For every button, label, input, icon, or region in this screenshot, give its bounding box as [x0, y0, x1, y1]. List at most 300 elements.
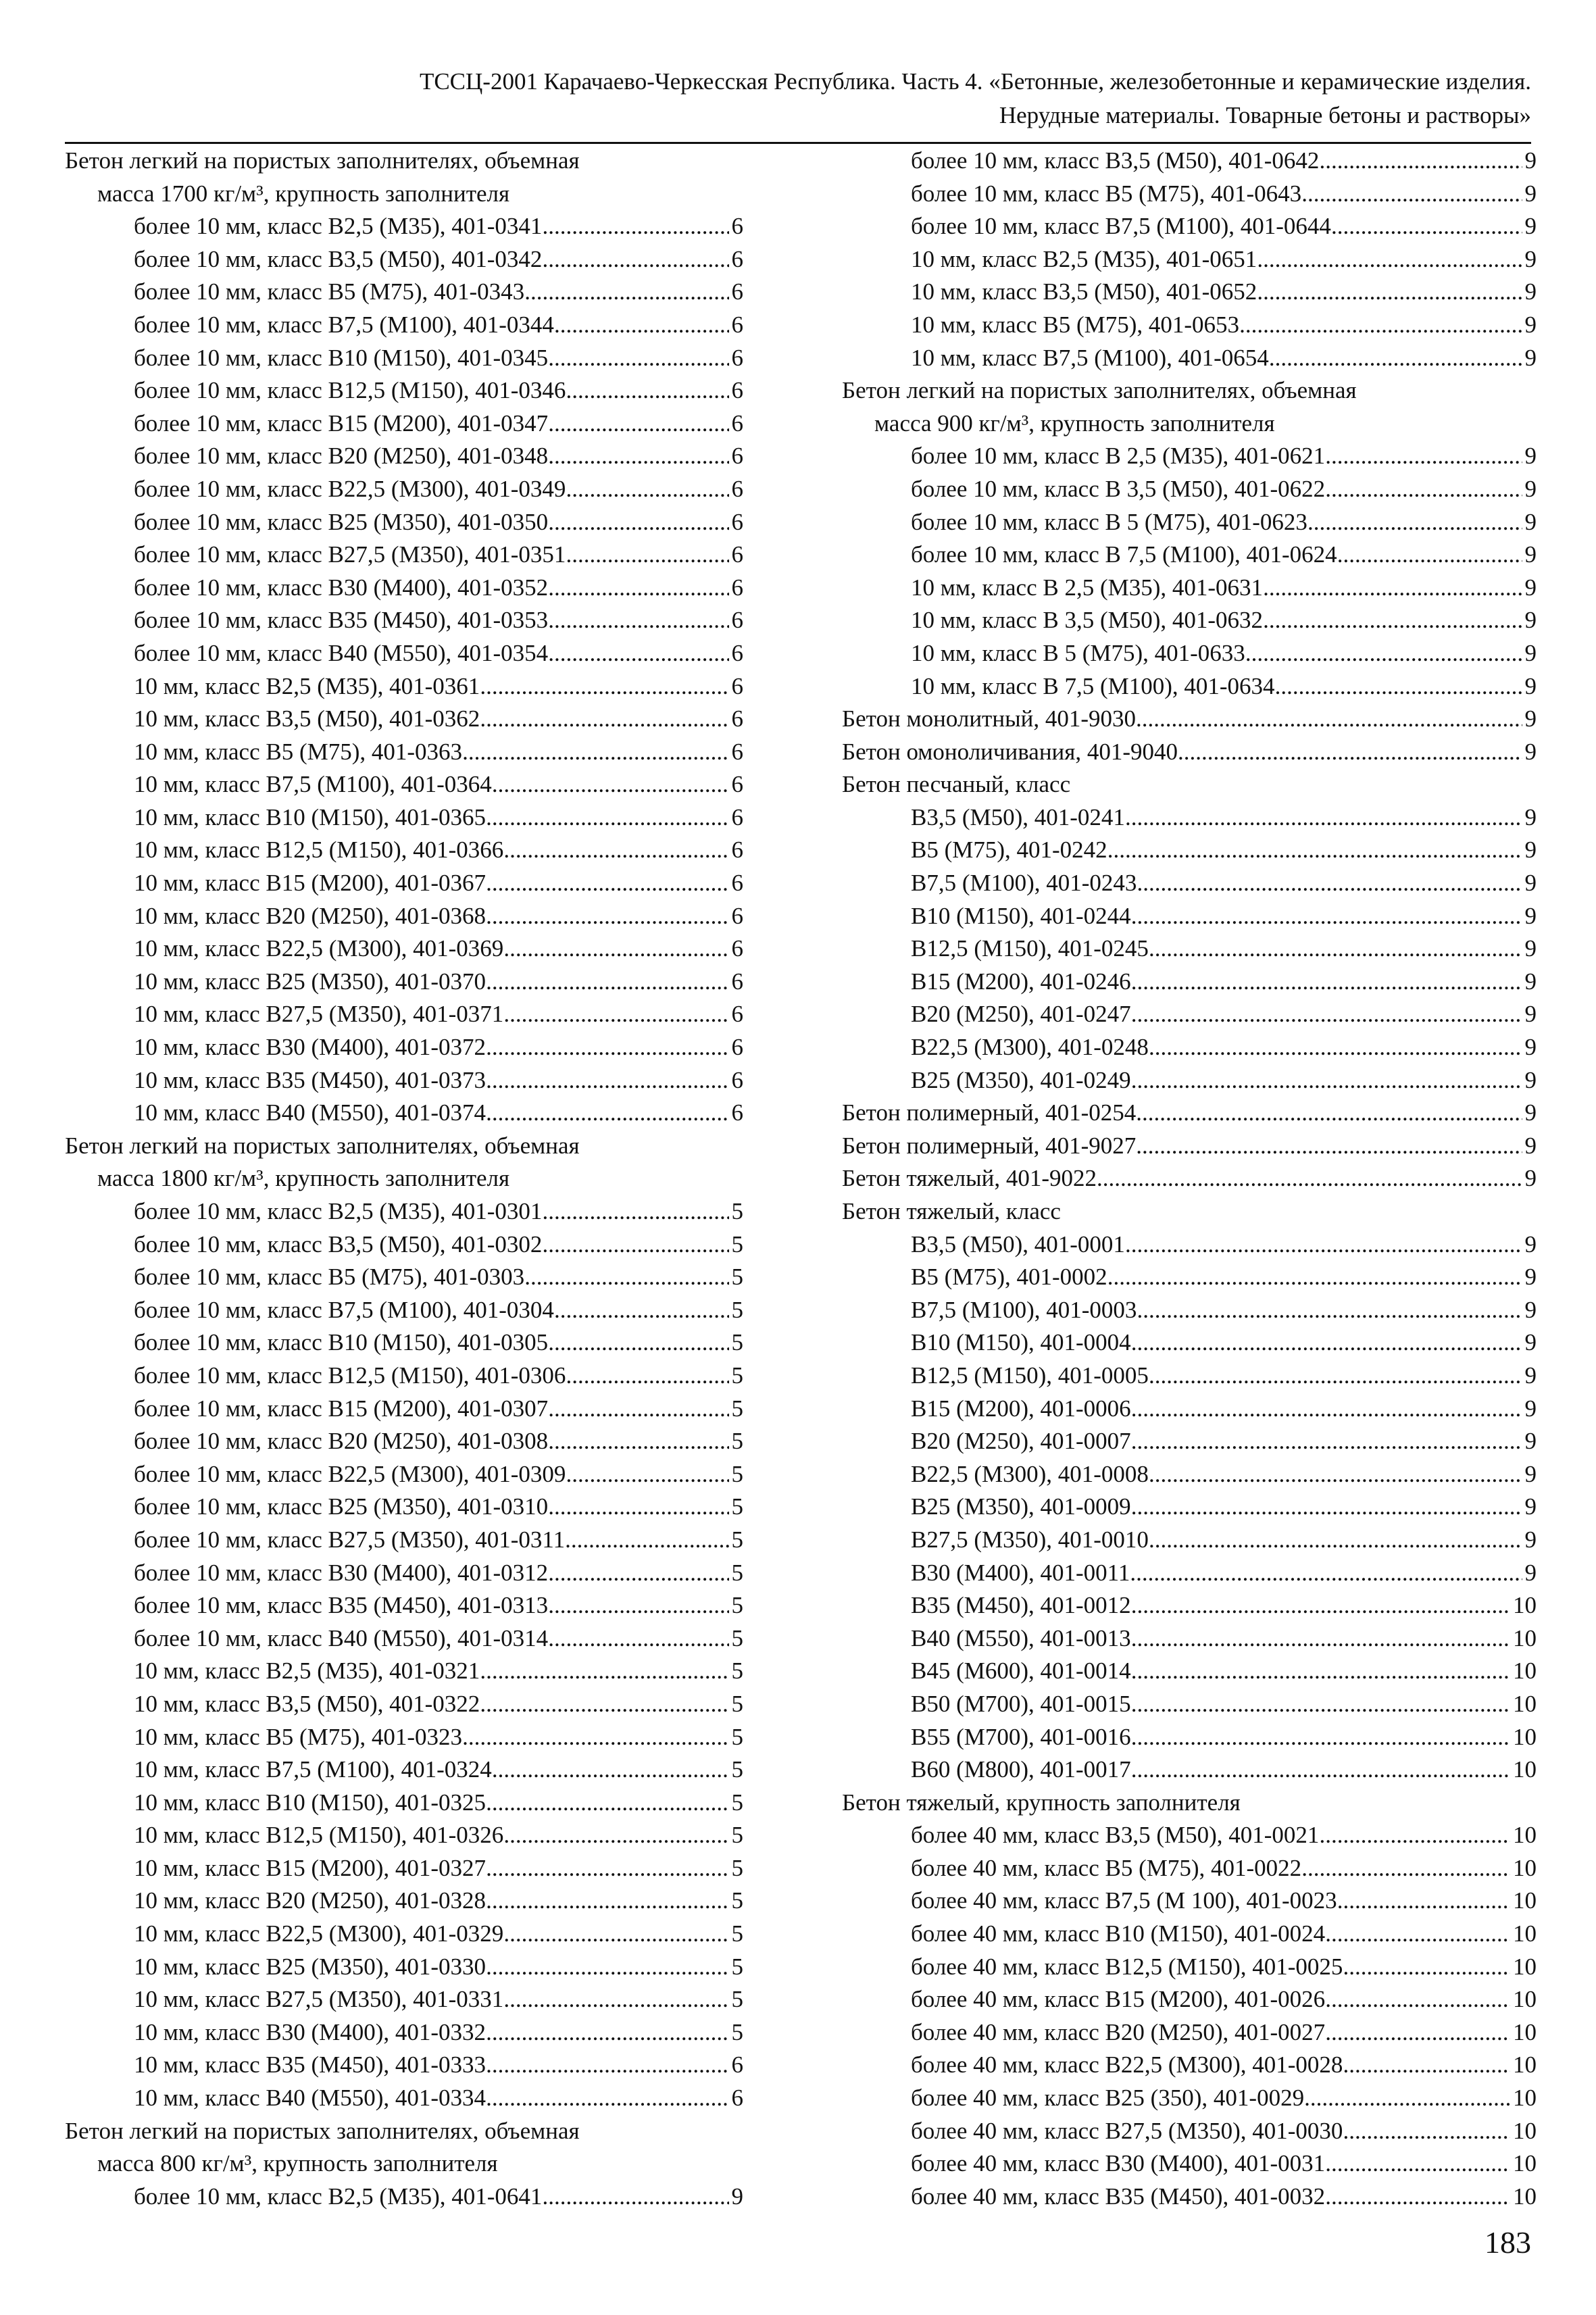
index-entry-text: 10 мм, класс B30 (M400), 401-0332 [134, 2018, 487, 2045]
index-entry-page: 9 [1524, 935, 1537, 962]
index-entry [842, 604, 1537, 637]
index-entry-text: B55 (M700), 401-0016 [911, 1723, 1131, 1750]
index-column-right [842, 145, 1537, 2213]
index-entry-page: 10 [1513, 2117, 1537, 2144]
index-entry [842, 1753, 1537, 1787]
dot-leader [1269, 342, 1522, 375]
index-entry [65, 539, 743, 572]
dot-leader [548, 1326, 728, 1360]
index-entry [842, 539, 1537, 572]
dot-leader [548, 407, 728, 441]
index-entry-page: 6 [731, 738, 743, 765]
index-entry-text: 10 мм, класс B 5 (M75), 401-0633 [911, 639, 1245, 666]
dot-leader [1136, 703, 1522, 736]
index-entry [65, 1655, 743, 1688]
dot-leader [1131, 1326, 1522, 1360]
index-entry-text: 10 мм, класс B20 (M250), 401-0328 [134, 1887, 487, 1914]
index-entry [842, 1688, 1537, 1721]
dot-leader [1130, 1557, 1522, 1590]
index-entry-text: B3,5 (M50), 401-0001 [911, 1230, 1125, 1258]
index-entry-page: 9 [1524, 180, 1537, 207]
index-entry-text: 10 мм, класс B20 (M250), 401-0368 [134, 902, 487, 929]
header-rule [65, 142, 1531, 144]
dot-leader [486, 1885, 728, 1918]
index-entry-page: 9 [1524, 870, 1537, 897]
dot-leader [503, 932, 728, 966]
index-entry [65, 801, 743, 835]
index-entry-page: 5 [731, 1789, 743, 1816]
index-entry [65, 2181, 743, 2214]
index-entry-page: 9 [1524, 705, 1537, 732]
index-entry-text: более 10 мм, класс B30 (M400), 401-0312 [134, 1559, 549, 1586]
index-entry [842, 966, 1537, 999]
dot-leader [1107, 1261, 1522, 1294]
index-entry-text: 10 мм, класс B30 (M400), 401-0372 [134, 1034, 487, 1061]
dot-leader [1131, 998, 1522, 1031]
dot-leader [566, 539, 728, 572]
index-entry [842, 1261, 1537, 1294]
index-entry [842, 1393, 1537, 1426]
index-entry-page: 6 [731, 870, 743, 897]
index-entry-text: более 10 мм, класс B3,5 (M50), 401-0302 [134, 1230, 543, 1258]
index-entry-page: 9 [1524, 245, 1537, 272]
index-entry-page: 9 [1524, 837, 1537, 864]
dot-leader [1125, 1228, 1522, 1262]
index-entry [842, 1228, 1537, 1262]
index-entry [65, 276, 743, 309]
index-entry-page: 6 [731, 771, 743, 798]
index-entry-text: B35 (M450), 401-0012 [911, 1592, 1131, 1619]
index-entry [842, 1655, 1537, 1688]
index-entry [842, 1557, 1537, 1590]
index-entry-page: 5 [731, 1395, 743, 1422]
index-entry-text: Бетон полимерный, 401-9027 [842, 1132, 1137, 1159]
index-entry [65, 1524, 743, 1557]
dot-leader [1131, 1655, 1510, 1688]
index-entry [65, 966, 743, 999]
dot-leader [548, 1557, 728, 1590]
dot-leader [548, 1425, 728, 1458]
index-entry [65, 1097, 743, 1130]
index-entry [842, 2181, 1537, 2214]
dot-leader [548, 1622, 728, 1656]
index-entry-text: более 10 мм, класс B2,5 (M35), 401-0341 [134, 213, 543, 240]
index-entry-text: 10 мм, класс B3,5 (M50), 401-0322 [134, 1690, 480, 1717]
index-entry [65, 1261, 743, 1294]
index-entry [65, 1589, 743, 1622]
index-entry-page: 6 [731, 443, 743, 470]
index-entry-text: 10 мм, класс B22,5 (M300), 401-0329 [134, 1920, 504, 1947]
index-entry-text: B7,5 (M100), 401-0003 [911, 1296, 1137, 1323]
index-entry [842, 1524, 1537, 1557]
dot-leader [1131, 1425, 1522, 1458]
index-entry-text: Бетон тяжелый, 401-9022 [842, 1165, 1097, 1192]
index-entry-text: B22,5 (M300), 401-0248 [911, 1034, 1149, 1061]
dot-leader [486, 1951, 728, 1984]
index-entry-text: 10 мм, класс B22,5 (M300), 401-0369 [134, 935, 504, 962]
index-entry [65, 243, 743, 276]
dot-leader [548, 1491, 728, 1524]
dot-leader [480, 670, 728, 703]
index-entry [842, 309, 1537, 342]
index-entry [842, 1130, 1537, 1163]
index-entry-text: B12,5 (M150), 401-0005 [911, 1362, 1149, 1389]
index-entry-text: 10 мм, класс B2,5 (M35), 401-0361 [134, 672, 480, 699]
index-entry [65, 1195, 743, 1228]
dot-leader [1343, 2049, 1510, 2082]
index-entry-page: 5 [731, 1526, 743, 1553]
index-entry-text: более 10 мм, класс B5 (M75), 401-0643 [911, 180, 1302, 207]
dot-leader [554, 309, 729, 342]
dot-leader [1131, 1721, 1510, 1754]
dot-leader [565, 1524, 728, 1557]
index-entry-page: 9 [1524, 147, 1537, 174]
index-entry-page: 5 [731, 1822, 743, 1849]
index-entry [842, 1031, 1537, 1064]
index-entry-text: 10 мм, класс B35 (M450), 401-0333 [134, 2051, 487, 2078]
index-entry-page: 9 [1524, 1460, 1537, 1487]
dot-leader [486, 801, 728, 835]
index-entry [842, 1918, 1537, 1951]
index-entry-page: 5 [731, 1854, 743, 1881]
index-entry-page: 5 [731, 1986, 743, 2013]
index-entry [842, 1885, 1537, 1918]
index-entry-text: Бетон песчаный, класс [842, 771, 1071, 798]
index-entry-text: 10 мм, класс B12,5 (M150), 401-0326 [134, 1822, 504, 1849]
dot-leader [1107, 834, 1522, 867]
index-entry-page: 5 [731, 1953, 743, 1980]
dot-leader [492, 1753, 729, 1787]
index-entry [65, 1393, 743, 1426]
dot-leader [566, 473, 728, 506]
dot-leader [542, 243, 728, 276]
index-entry-page: 5 [731, 1264, 743, 1291]
index-entry-text: 10 мм, класс B2,5 (M35), 401-0321 [134, 1658, 480, 1685]
index-entry-text: 10 мм, класс B5 (M75), 401-0323 [134, 1723, 463, 1750]
index-entry [842, 1951, 1537, 1984]
index-entry-page: 10 [1513, 2150, 1537, 2177]
index-entry-text: более 10 мм, класс B15 (M200), 401-0307 [134, 1395, 549, 1422]
dot-leader [1343, 2115, 1510, 2148]
dot-leader [566, 374, 728, 407]
dot-leader [1149, 1458, 1522, 1491]
index-entry-page: 9 [1524, 311, 1537, 338]
index-entry-page: 9 [1524, 1264, 1537, 1291]
index-entry-text: более 10 мм, класс B 7,5 (M100), 401-0624 [911, 541, 1337, 568]
index-entry-text: 10 мм, класс B25 (M350), 401-0370 [134, 968, 487, 995]
index-entry-page: 5 [731, 1329, 743, 1356]
dot-leader [486, 1031, 728, 1064]
dot-leader [1275, 670, 1522, 703]
dot-leader [1319, 1819, 1510, 1852]
index-entry-text: более 10 мм, класс B12,5 (M150), 401-0306 [134, 1362, 566, 1389]
index-entry [65, 1557, 743, 1590]
index-entry-text: более 40 мм, класс B27,5 (M350), 401-0030 [911, 2117, 1343, 2144]
dot-leader [1325, 1918, 1510, 1951]
index-entry [65, 637, 743, 670]
dot-leader [1136, 1130, 1522, 1163]
index-entry-text: 10 мм, класс B27,5 (M350), 401-0331 [134, 1986, 504, 2013]
index-entry-text: Бетон омоноличивания, 401-9040 [842, 738, 1178, 765]
index-entry [65, 1983, 743, 2016]
index-entry-text: более 10 мм, класс B20 (M250), 401-0308 [134, 1428, 549, 1455]
index-entry-page: 9 [1524, 1001, 1537, 1028]
index-entry-page: 5 [731, 1624, 743, 1651]
index-entry-page: 10 [1513, 1986, 1537, 2013]
index-entry-page: 6 [731, 639, 743, 666]
dot-leader [1136, 1097, 1522, 1130]
dot-leader [542, 1195, 728, 1228]
index-entry [842, 637, 1537, 670]
index-entry [842, 932, 1537, 966]
running-header [65, 65, 1531, 132]
index-entry [65, 2147, 743, 2181]
dot-leader [486, 2049, 728, 2082]
index-entry-text: 10 мм, класс B7,5 (M100), 401-0654 [911, 344, 1269, 371]
index-entry-page: 6 [731, 2051, 743, 2078]
dot-leader [1131, 900, 1522, 933]
index-entry-text: 10 мм, класс B 3,5 (M50), 401-0632 [911, 607, 1264, 634]
dot-leader [542, 2181, 728, 2214]
index-entry-text: Бетон монолитный, 401-9030 [842, 705, 1136, 732]
dot-leader [1263, 604, 1522, 637]
dot-leader [1131, 1622, 1510, 1656]
index-entry-text: B22,5 (M300), 401-0008 [911, 1460, 1149, 1487]
index-entry-page: 5 [731, 2018, 743, 2045]
dot-leader [548, 506, 728, 539]
dot-leader [1137, 1294, 1522, 1327]
dot-leader [1337, 539, 1522, 572]
index-entry-text: более 40 мм, класс B3,5 (M50), 401-0021 [911, 1822, 1320, 1849]
dot-leader [486, 900, 728, 933]
index-entry-text: более 10 мм, класс B10 (M150), 401-0305 [134, 1329, 549, 1356]
index-entry-page: 5 [731, 1296, 743, 1323]
index-entry [65, 473, 743, 506]
index-entry-page: 9 [1524, 443, 1537, 470]
index-entry-text: 10 мм, класс B 7,5 (M100), 401-0634 [911, 672, 1275, 699]
dot-leader [486, 1064, 728, 1097]
index-entry [842, 407, 1537, 441]
index-entry-page: 6 [731, 574, 743, 601]
index-entry-text: более 10 мм, класс B15 (M200), 401-0347 [134, 409, 549, 437]
index-entry-text: более 10 мм, класс B40 (M550), 401-0354 [134, 639, 549, 666]
dot-leader [566, 1458, 728, 1491]
index-entry [65, 1360, 743, 1393]
dot-leader [1131, 1491, 1522, 1524]
dot-leader [1131, 1688, 1510, 1721]
index-entry-text: Бетон легкий на пористых заполнителях, объемная [842, 377, 1357, 404]
index-entry-page: 9 [1524, 672, 1537, 699]
index-entry-page: 6 [731, 245, 743, 272]
index-entry [842, 1852, 1537, 1885]
dot-leader [1307, 506, 1522, 539]
index-entry-page: 9 [1524, 968, 1537, 995]
dot-leader [1149, 1031, 1522, 1064]
dot-leader [486, 1097, 728, 1130]
index-entry [65, 2082, 743, 2115]
index-entry-text: более 10 мм, класс B25 (M350), 401-0310 [134, 1493, 549, 1520]
index-entry [65, 506, 743, 539]
index-entry [65, 210, 743, 243]
index-entry [65, 1852, 743, 1885]
dot-leader [480, 1655, 728, 1688]
index-entry-text: более 10 мм, класс B10 (M150), 401-0345 [134, 344, 549, 371]
index-entry-page: 6 [731, 344, 743, 371]
index-entry-page: 10 [1513, 2018, 1537, 2045]
index-entry-text: B25 (M350), 401-0009 [911, 1493, 1131, 1520]
index-entry [65, 1918, 743, 1951]
index-entry [842, 145, 1537, 178]
dot-leader [1263, 572, 1522, 605]
index-entry [842, 1983, 1537, 2016]
index-entry-page: 9 [1524, 1099, 1537, 1126]
index-entry-text: 10 мм, класс B40 (M550), 401-0334 [134, 2085, 487, 2112]
index-entry-page: 9 [1524, 1428, 1537, 1455]
dot-leader [1325, 2016, 1510, 2049]
index-entry-page: 10 [1513, 1690, 1537, 1717]
dot-leader [548, 1589, 728, 1622]
index-entry-page: 10 [1513, 1920, 1537, 1947]
dot-leader [1331, 210, 1522, 243]
index-entry-text: 10 мм, класс B10 (M150), 401-0365 [134, 803, 487, 830]
index-entry-text: более 40 мм, класс B25 (350), 401-0029 [911, 2085, 1305, 2112]
index-entry [842, 834, 1537, 867]
index-entry [842, 1097, 1537, 1130]
dot-leader [548, 572, 728, 605]
index-entry [842, 1064, 1537, 1097]
dot-leader [1131, 966, 1522, 999]
dot-leader [486, 867, 728, 900]
index-entry-page: 6 [731, 475, 743, 502]
index-entry-page: 5 [731, 1230, 743, 1258]
index-entry-text: более 10 мм, класс B35 (M450), 401-0313 [134, 1592, 549, 1619]
index-entry-page: 6 [731, 607, 743, 634]
index-entry-text: B30 (M400), 401-0011 [911, 1559, 1130, 1586]
index-entry [842, 2082, 1537, 2115]
index-entry-text: более 10 мм, класс B7,5 (M100), 401-0344 [134, 311, 554, 338]
index-entry [65, 1130, 743, 1163]
index-entry-page: 10 [1513, 1723, 1537, 1750]
index-entry-text: более 10 мм, класс B7,5 (M100), 401-0304 [134, 1296, 554, 1323]
index-entry-text: более 40 мм, класс B22,5 (M300), 401-0028 [911, 2051, 1343, 2078]
index-entry-page: 9 [1524, 1329, 1537, 1356]
dot-leader [1325, 440, 1522, 473]
index-entry-page: 6 [731, 672, 743, 699]
index-entry [842, 506, 1537, 539]
index-entry-text: B25 (M350), 401-0249 [911, 1066, 1131, 1093]
index-entry [65, 1885, 743, 1918]
index-entry-text: B12,5 (M150), 401-0245 [911, 935, 1149, 962]
index-entry-page: 6 [731, 541, 743, 568]
index-entry [842, 572, 1537, 605]
index-entry [842, 342, 1537, 375]
index-entry [65, 1819, 743, 1852]
index-entry [65, 1491, 743, 1524]
dot-leader [503, 1983, 728, 2016]
dot-leader [462, 1721, 728, 1754]
index-entry-page: 6 [731, 935, 743, 962]
dot-leader [1149, 1360, 1522, 1393]
index-entry-text: B10 (M150), 401-0244 [911, 902, 1131, 929]
dot-leader [1301, 1852, 1510, 1885]
index-entry-page: 9 [1524, 574, 1537, 601]
index-entry [65, 932, 743, 966]
index-entry-page: 5 [731, 1756, 743, 1783]
index-entry [65, 1458, 743, 1491]
dot-leader [1149, 1524, 1522, 1557]
index-entry-page: 9 [1524, 1132, 1537, 1159]
index-entry [842, 1589, 1537, 1622]
index-entry [65, 1622, 743, 1656]
index-entry-page: 5 [731, 1920, 743, 1947]
index-entry-page: 6 [731, 508, 743, 535]
index-entry [65, 768, 743, 801]
index-entry [65, 1951, 743, 1984]
index-entry-page: 6 [731, 1099, 743, 1126]
index-entry-text: более 10 мм, класс B5 (M75), 401-0343 [134, 278, 525, 305]
index-entry-text: более 10 мм, класс B3,5 (M50), 401-0342 [134, 245, 543, 272]
index-entry-page: 9 [1524, 1066, 1537, 1093]
index-entry-text: более 10 мм, класс B22,5 (M300), 401-0349 [134, 475, 566, 502]
index-entry-page: 9 [1524, 1395, 1537, 1422]
index-entry-text: более 10 мм, класс B 2,5 (M35), 401-0621 [911, 443, 1326, 470]
index-entry [65, 703, 743, 736]
index-entry [842, 1360, 1537, 1393]
index-entry [842, 1294, 1537, 1327]
index-entry-text: B5 (M75), 401-0002 [911, 1264, 1107, 1291]
index-entry [65, 1425, 743, 1458]
index-entry-page: 6 [731, 409, 743, 437]
index-entry-text: Бетон тяжелый, класс [842, 1198, 1061, 1224]
index-entry-text: 10 мм, класс B3,5 (M50), 401-0362 [134, 705, 480, 732]
index-entry-page: 10 [1513, 1624, 1537, 1651]
index-entry-text: B3,5 (M50), 401-0241 [911, 803, 1125, 830]
dot-leader [1257, 243, 1522, 276]
index-entry-page: 6 [731, 377, 743, 404]
index-entry-page: 10 [1513, 2085, 1537, 2112]
dot-leader [1245, 637, 1522, 670]
index-entry-page: 9 [1524, 803, 1537, 830]
dot-leader [1325, 473, 1522, 506]
dot-leader [1178, 736, 1522, 769]
index-entry-page: 10 [1513, 2051, 1537, 2078]
index-entry-page: 10 [1513, 1887, 1537, 1914]
index-entry-page: 9 [1524, 213, 1537, 240]
index-entry-text: B50 (M700), 401-0015 [911, 1690, 1131, 1717]
index-entry-text: более 10 мм, класс B27,5 (M350), 401-0351 [134, 541, 566, 568]
index-entry [842, 374, 1537, 407]
index-entry-page: 9 [1524, 1526, 1537, 1553]
dot-leader [486, 966, 728, 999]
index-entry-text: 10 мм, класс B5 (M75), 401-0363 [134, 738, 463, 765]
dot-leader [462, 736, 728, 769]
dot-leader [1131, 1589, 1510, 1622]
index-entry [65, 1162, 743, 1195]
index-entry [842, 736, 1537, 769]
index-entry [65, 1787, 743, 1820]
index-entry-page: 9 [1524, 607, 1537, 634]
index-entry-text: более 40 мм, класс B10 (M150), 401-0024 [911, 1920, 1326, 1947]
index-entry-page: 5 [731, 1592, 743, 1619]
index-entry-text: более 10 мм, класс B12,5 (M150), 401-0346 [134, 377, 566, 404]
index-entry-text: 10 мм, класс B2,5 (M35), 401-0651 [911, 245, 1257, 272]
index-entry-page: 6 [731, 902, 743, 929]
dot-leader [1137, 867, 1522, 900]
index-entry-page: 6 [731, 1001, 743, 1028]
index-entry-page: 10 [1513, 1854, 1537, 1881]
index-entry [842, 1721, 1537, 1754]
index-entry [65, 1721, 743, 1754]
